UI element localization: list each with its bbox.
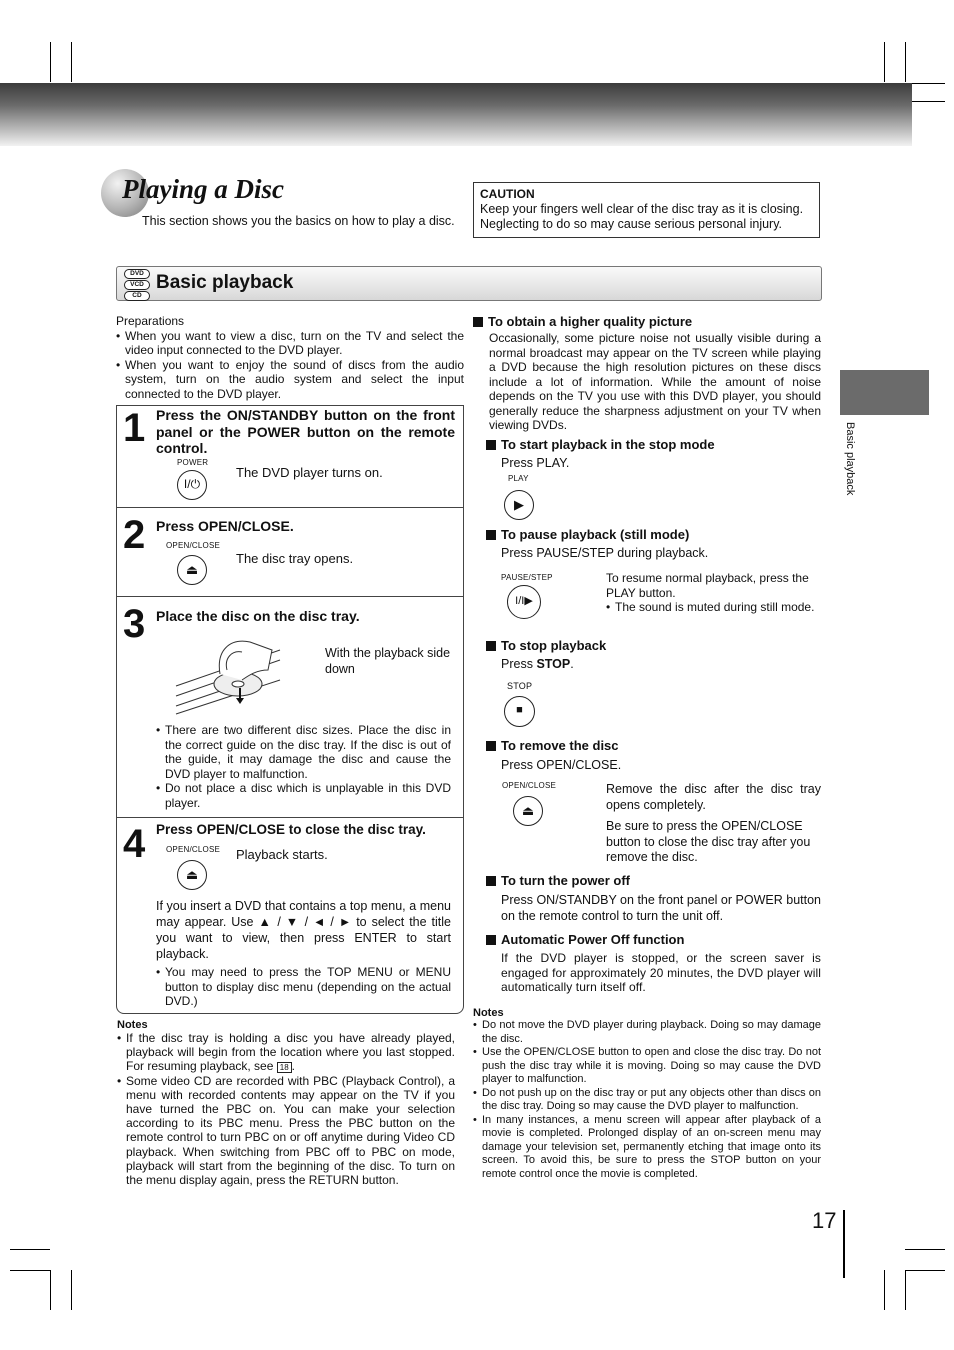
caution-box [473, 182, 820, 238]
stop-body-prefix: Press [501, 657, 537, 671]
page-ref-icon: 18 [277, 1062, 292, 1073]
eject-icon: ⏏ [513, 796, 543, 826]
power-icon: I/⏻ [177, 470, 207, 500]
subsection-body [501, 657, 574, 671]
stop-body-bold: STOP [536, 657, 571, 671]
button-label: PLAY [508, 474, 529, 483]
step-number: 1 [123, 406, 146, 450]
subsection-heading: Automatic Power Off function [486, 932, 684, 947]
step-result: The DVD player turns on. [236, 465, 383, 480]
page-number: 17 [812, 1208, 837, 1233]
subsection-body: Press ON/STANDBY on the front panel or POWER button on the remote control to turn the unit off. [501, 893, 821, 923]
step-divider [116, 817, 464, 818]
button-label: OPEN/CLOSE [166, 541, 221, 550]
button-label: POWER [177, 458, 209, 467]
side-tab-text: Basic playback [844, 422, 856, 496]
list-item: • There are two different disc sizes. Place the disc in the correct guide on the disc tray. If the disc is out of the guide, it may damage the disc and cause the DVD player to malfunction. [156, 723, 451, 781]
stop-body-suffix: . [570, 657, 574, 671]
side-tab [840, 370, 929, 415]
list-item: • Do not push up on the disc tray or put any objects other than discs on the disc tray. Doing so may cause the DVD player to malfunction. [473, 1087, 821, 1114]
right-notes [473, 1007, 821, 1181]
list-item: • In many instances, a menu screen will appear after playback of a movie is completed. Prolonged display of an on-screen menu may damage your television set, permanently etching that image onto its screen. To avoid this, be sure to press the STOP button on your remote control once the movie is completed. [473, 1114, 821, 1182]
step-4-body-before: If you insert a DVD that contains a top menu, a menu may appear. Use [156, 899, 451, 929]
list-item: • If the disc tray is holding a disc you have already played, playback will begin from the location where you last stopped. For resuming playback, see 18 . [117, 1031, 455, 1074]
play-icon: ▶ [504, 490, 534, 520]
subsection-body: Press PAUSE/STEP during playback. [501, 546, 709, 560]
step-4-bullets [156, 965, 451, 1009]
pause-step-icon: I/I▶ [507, 585, 541, 619]
step-heading: Press the ON/STANDBY button on the front panel or the POWER button on the remote control. [156, 407, 455, 456]
notes-heading: Notes [117, 1019, 148, 1031]
subsection-body: Occasionally, some picture noise not usually visible during a normal broadcast may appear on the TV screen while playing a DVD because the high resolution pictures on these discs include a lot of information. While the amount of noise depends on the TV you use with this DVD player, you should generally reduce the sharpness adjustment on your TV when viewing DVDs. [489, 331, 821, 432]
list-item: • Use the OPEN/CLOSE button to open and close the disc tray. Do not push the disc tray while it is moving. Doing so may cause the DVD player to malfunction. [473, 1046, 821, 1087]
stop-icon: ■ [504, 696, 535, 727]
caution-heading: CAUTION [480, 187, 535, 201]
step-result: Playback starts. [236, 847, 328, 862]
button-label: OPEN/CLOSE [166, 845, 221, 854]
step-4-body-after: to select the title you want to view, then press ENTER to start playback. [156, 915, 452, 961]
list-item: • When you want to enjoy the sound of discs from the audio system, turn on the audio system and select the input connected to the DVD player. [116, 358, 464, 402]
subsection-heading: To stop playback [486, 638, 606, 653]
subsection-heading: To turn the power off [486, 873, 630, 888]
list-item: • The sound is muted during still mode. [606, 600, 821, 615]
notes-list [473, 1019, 821, 1181]
section-title: Basic playback [156, 272, 294, 293]
side-tab-label [842, 422, 856, 512]
preparations-heading: Preparations [116, 314, 185, 328]
cd-icon: CD [124, 291, 150, 301]
illustration-caption: With the playback side down [325, 646, 451, 676]
page-number-rule [843, 1210, 845, 1278]
step-result: The disc tray opens. [236, 551, 354, 566]
step-heading: Press OPEN/CLOSE. [156, 518, 294, 534]
list-item: • Some video CD are recorded with PBC (Playback Control), a menu with recorded contents may appear on the TV if you have turned the PBC on. You can make your selection according to its PBC menu. Press the PBC button on the remote control to turn PBC on or off anytime during Video CD playback. When switching from PBC off to PBC on mode, playback will start from the beginning of the disc. To turn on the menu display again, press the RETURN button. [117, 1074, 455, 1188]
step-divider [116, 507, 464, 508]
remove-note-2: Be sure to press the OPEN/CLOSE button to close the disc tray after you remove the disc. [606, 819, 811, 864]
button-label: OPEN/CLOSE [502, 781, 557, 790]
dvd-icon: DVD [124, 269, 150, 279]
step-number: 4 [123, 822, 146, 866]
step-4-body [156, 898, 451, 962]
list-item: • When you want to view a disc, turn on the TV and select the video input connected to the DVD player. [116, 329, 464, 358]
pause-note: To resume normal playback, press the PLAY button. [606, 571, 809, 600]
arrow-icons: ▲ / ▼ / ◄ / ► [258, 915, 352, 929]
notes-heading: Notes [473, 1007, 504, 1019]
preparations [116, 314, 464, 401]
subsection-body: If the DVD player is stopped, or the screen saver is engaged for approximately 20 minutes, the DVD player will automatically turn itself off. [501, 951, 821, 994]
button-label: PAUSE/STEP [501, 573, 553, 582]
page-title: Playing a Disc [122, 174, 284, 204]
pause-bullets [606, 600, 821, 615]
notes-list [117, 1031, 455, 1187]
disc-type-icons [124, 268, 152, 302]
step-number: 3 [123, 602, 146, 646]
step-heading: Place the disc on the disc tray. [156, 608, 360, 624]
preparations-list [116, 329, 464, 402]
step-divider [116, 596, 464, 597]
disc-tray-illustration [172, 630, 284, 716]
eject-icon: ⏏ [177, 555, 207, 585]
step-heading: Press OPEN/CLOSE to close the disc tray. [156, 822, 426, 837]
left-notes [117, 1019, 455, 1187]
subsection-heading: To pause playback (still mode) [486, 527, 689, 542]
step-3-bullets [156, 723, 451, 810]
list-item: • Do not place a disc which is unplayable in this DVD player. [156, 781, 451, 810]
subsection-heading: To remove the disc [486, 738, 619, 753]
vcd-icon: VCD [124, 280, 150, 290]
note-text: If the disc tray is holding a disc you have already played, playback will begin from the location where you last stopped. For resuming playback, see [126, 1031, 455, 1074]
step-number: 2 [123, 513, 146, 557]
page-subtitle: This section shows you the basics on how to play a disc. [142, 214, 455, 228]
caution-body: Keep your fingers well clear of the disc tray as it is closing. Neglecting to do so may cause serious personal injury. [480, 202, 804, 231]
button-label: STOP [507, 681, 533, 691]
header-band [0, 83, 912, 146]
remove-note-1: Remove the disc after the disc tray opens completely. [606, 782, 821, 812]
list-item: • You may need to press the TOP MENU or MENU button to display disc menu (depending on the actual DVD.) [156, 965, 451, 1009]
subsection-body: Press PLAY. [501, 456, 570, 470]
list-item: • Do not move the DVD player during playback. Doing so may damage the disc. [473, 1019, 821, 1046]
subsection-heading: To start playback in the stop mode [486, 437, 715, 452]
subsection-body: Press OPEN/CLOSE. [501, 758, 622, 772]
subsection-heading: To obtain a higher quality picture [473, 314, 692, 329]
eject-icon: ⏏ [177, 860, 207, 890]
